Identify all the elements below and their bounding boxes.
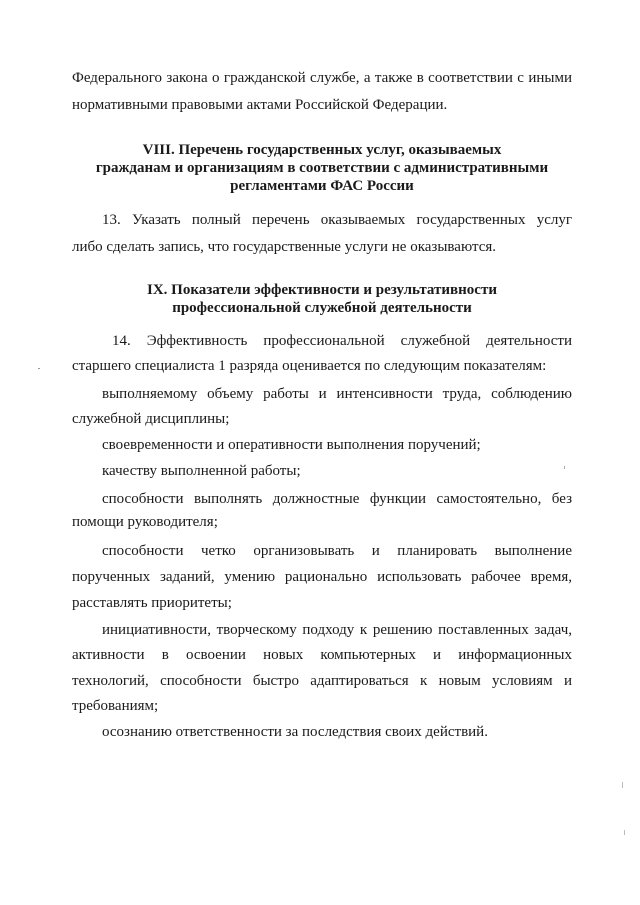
criterion-5-line-1: способности четко организовывать и планировать выполнение — [102, 543, 572, 559]
scan-speck — [564, 466, 565, 469]
criterion-4-line-2: помощи руководителя; — [72, 514, 218, 530]
criterion-6-line-3: технологий, способности быстро адаптироваться к новым условиям и — [72, 673, 572, 689]
scan-speck — [38, 368, 40, 369]
item-14-line-1: 14. Эффективность профессиональной служебной деятельности — [112, 333, 572, 349]
criterion-1-line-1: выполняемому объему работы и интенсивности труда, соблюдению — [102, 386, 572, 402]
criterion-7: осознанию ответственности за последствия своих действий. — [102, 724, 488, 740]
section-9-heading-line-1: IX. Показатели эффективности и результативности — [147, 282, 497, 298]
section-8-heading-line-1: VIII. Перечень государственных услуг, оказываемых — [142, 142, 502, 158]
section-8-heading-line-2: гражданам и организациям в соответствии с административными — [95, 160, 549, 176]
criterion-5-line-2: порученных заданий, умению рационально использовать рабочее время, — [72, 569, 572, 585]
criterion-4-line-1: способности выполнять должностные функции самостоятельно, без — [102, 491, 572, 507]
section-9-heading-line-2: профессиональной служебной деятельности — [172, 300, 472, 316]
item-14-line-2: старшего специалиста 1 разряда оценивается по следующим показателям: — [72, 358, 547, 374]
criterion-3: качеству выполненной работы; — [102, 463, 301, 479]
criterion-1-line-2: служебной дисциплины; — [72, 411, 230, 427]
intro-line-1: Федерального закона о гражданской службе, а также в соответствии с иными — [72, 70, 572, 86]
criterion-2: своевременности и оперативности выполнения поручений; — [102, 437, 481, 453]
criterion-6-line-4: требованиям; — [72, 698, 159, 714]
criterion-6-line-1: инициативности, творческому подходу к решению поставленных задач, — [102, 622, 572, 638]
criterion-6-line-2: активности в освоении новых компьютерных и информационных — [72, 647, 572, 663]
section-8-heading-line-3: регламентами ФАС России — [230, 178, 414, 194]
scan-speck — [624, 830, 625, 835]
item-13-line-1: 13. Указать полный перечень оказываемых государственных услуг — [102, 212, 572, 228]
item-13-line-2: либо сделать запись, что государственные услуги не оказываются. — [72, 239, 497, 255]
intro-line-2: нормативными правовыми актами Российской Федерации. — [72, 97, 448, 113]
scan-speck — [622, 782, 623, 788]
criterion-5-line-3: расставлять приоритеты; — [72, 595, 232, 611]
